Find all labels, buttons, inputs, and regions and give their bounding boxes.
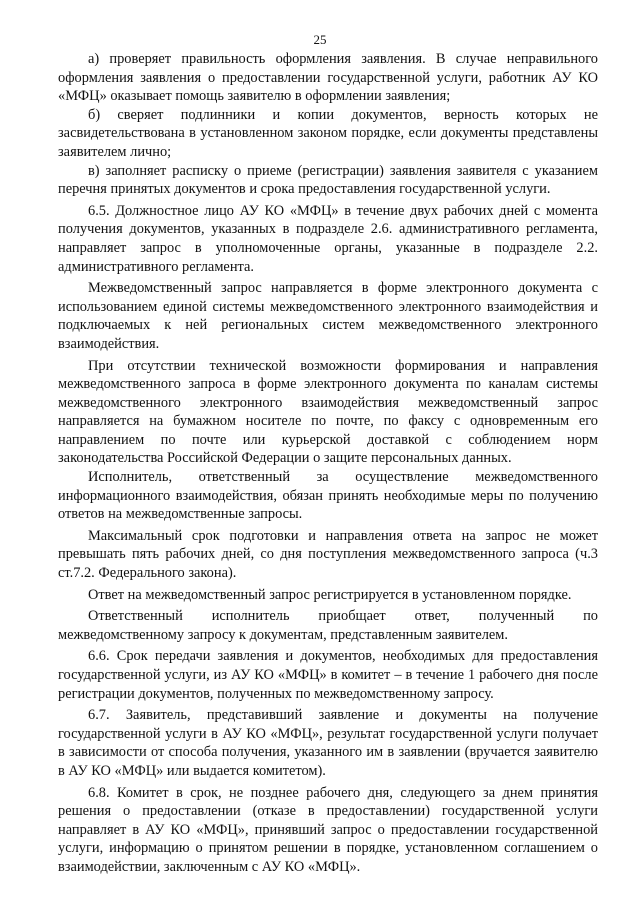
paragraph-6-8: 6.8. Комитет в срок, не позднее рабочего дня, следующего за днем принятия решения о предоставлении (отказе в предоставлении) государственной услуги направляет в АУ КО «МФЦ», принявший запрос о предоставлении государственной услуги, информацию о принятом решении в порядке, установленном соглашением о взаимодействии, заключенным с АУ КО «МФЦ».	[58, 784, 598, 875]
document-body	[58, 50, 598, 877]
paragraph-paper-request: При отсутствии технической возможности формирования и направления межведомственного запроса в форме электронного документа по каналам системы межведомственного электронного взаимодействия межведомственный запрос направляется на бумажном носителе по почте, по факсу с одновременным его направлением по почте или курьерской доставкой с соблюдением норм законодательства Российской Федерации о защите персональных данных.	[58, 357, 598, 467]
paragraph-6-7: 6.7. Заявитель, представивший заявление и документы на получение государственной услуги в АУ КО «МФЦ», результат государственной услуги получает в зависимости от способа получения, указанного им в заявлении (вручается заявителю в АУ КО «МФЦ» или выдается комитетом).	[58, 707, 598, 779]
paragraph-executor-duties: Исполнитель, ответственный за осуществление межведомственного информационного взаимодействия, обязан принять необходимые меры по получению ответов на межведомственные запросы.	[58, 469, 598, 523]
paragraph-response-attachment: Ответственный исполнитель приобщает ответ, полученный по межведомственному запросу к документам, представленным заявителем.	[58, 608, 598, 643]
paragraph-b-verify-originals: б) сверяет подлинники и копии документов, верность которых не засвидетельствована в установленном законом порядке, если документы представлены заявителем лично;	[58, 106, 598, 160]
paragraph-interagency-request-form: Межведомственный запрос направляется в форме электронного документа с использованием единой системы межведомственного электронного взаимодействия и подключаемых к ней региональных систем межведомственного электронного взаимодействия.	[58, 280, 598, 352]
paragraph-max-response-time: Максимальный срок подготовки и направления ответа на запрос не может превышать пять рабочих дней, со дня поступления межведомственного запроса (ч.3 ст.7.2. Федерального закона).	[58, 527, 598, 582]
paragraph-v-receipt: в) заполняет расписку о приеме (регистрации) заявления заявителя с указанием перечня принятых документов и срока предоставления государственной услуги.	[58, 162, 598, 198]
paragraph-6-6: 6.6. Срок передачи заявления и документов, необходимых для предоставления государственной услуги, из АУ КО «МФЦ» в комитет – в течение 1 рабочего дня после регистрации документов, полученных по межведомственному запросу.	[58, 648, 598, 702]
paragraph-response-registration: Ответ на межведомственный запрос регистрируется в установленном порядке.	[88, 586, 572, 603]
paragraph-6-5: 6.5. Должностное лицо АУ КО «МФЦ» в течение двух рабочих дней с момента получения документов, указанных в подразделе 2.6. административного регламента, направляет запрос в уполномоченные органы, указанные в подразделе 2.2. административного регламента.	[58, 202, 598, 275]
page-number: 25	[313, 32, 327, 47]
paragraph-a-check-application: а) проверяет правильность оформления заявления. В случае неправильного оформления заявления о предоставлении государственной услуги, работник АУ КО «МФЦ» оказывает помощь заявителю в оформлении заявления;	[58, 51, 598, 105]
